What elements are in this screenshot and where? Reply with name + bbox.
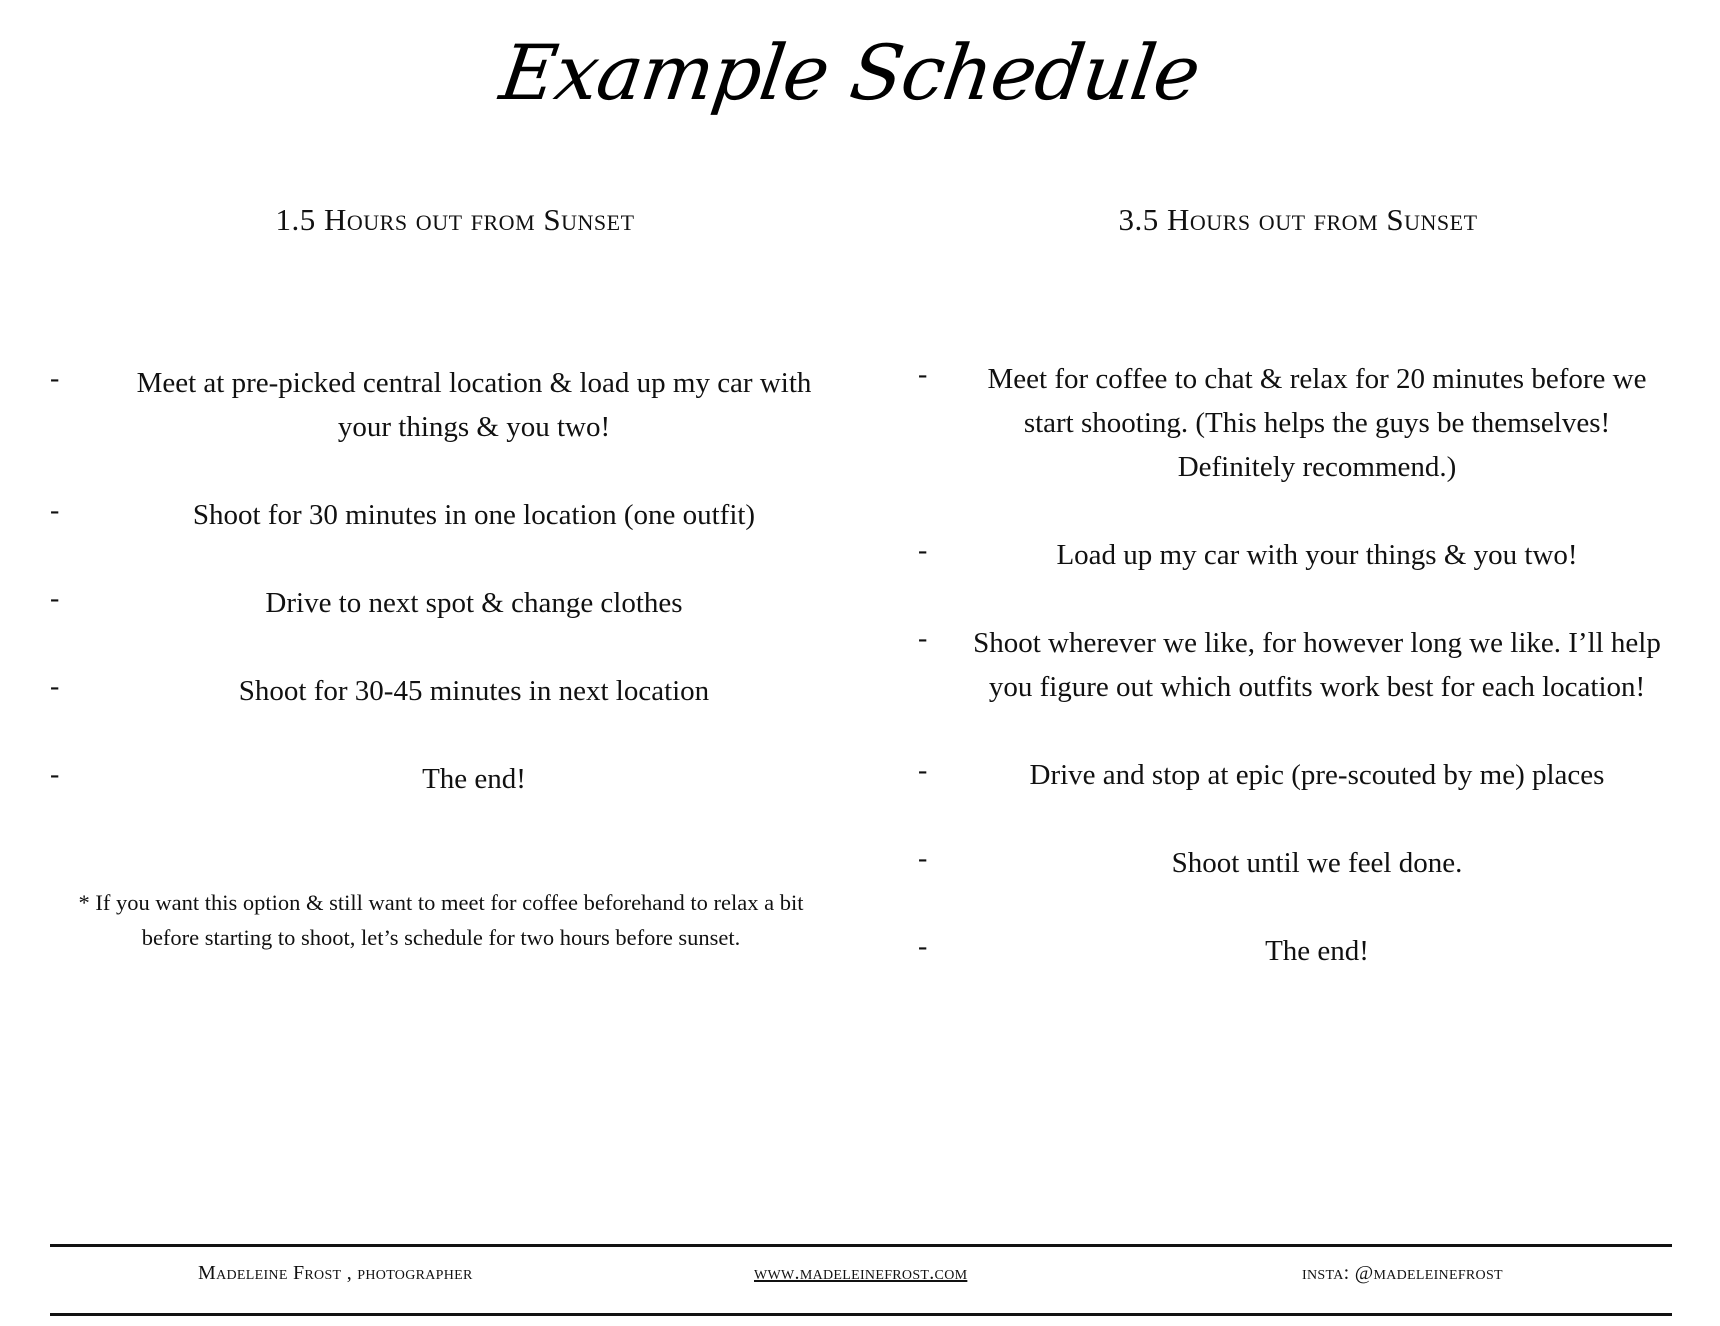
list-item-text: Shoot wherever we like, for however long we like. I’ll help you figure out which outfits work best for each location! xyxy=(973,627,1661,703)
list-item xyxy=(918,929,1678,973)
list-item xyxy=(50,493,860,537)
list-item-text: Shoot for 30 minutes in one location (one outfit) xyxy=(192,499,756,531)
list-item-text: Load up my car with your things & you two! xyxy=(1056,539,1578,571)
list-item-text: The end! xyxy=(422,763,526,795)
page-title: Example Schedule xyxy=(495,28,1205,117)
dash-bullet: - xyxy=(918,931,928,962)
dash-bullet: - xyxy=(50,363,60,394)
list-item-text: Drive and stop at epic (pre-scouted by me) places xyxy=(1029,759,1605,791)
dash-bullet: - xyxy=(918,755,928,786)
list-item xyxy=(918,533,1678,577)
footnote: * If you want this option & still want to meet for coffee beforehand to relax a bit before starting to shoot, let’s schedule for two hours before sunset. xyxy=(78,890,804,950)
dash-bullet: - xyxy=(918,843,928,874)
list-item xyxy=(50,581,860,625)
column-heading: 3.5 Hours out from Sunset xyxy=(1118,202,1478,237)
footer-photographer-name: Madeleine Frost , photographer xyxy=(198,1262,473,1284)
list-item-text: Meet for coffee to chat & relax for 20 minutes before we start shooting. (This helps the guys be themselves! Definitely recommend.) xyxy=(987,363,1647,483)
list-item xyxy=(918,841,1678,885)
list-item-text: Shoot for 30-45 minutes in next location xyxy=(238,675,710,707)
list-item xyxy=(918,621,1678,709)
list-item xyxy=(50,669,860,713)
dash-bullet: - xyxy=(50,759,60,790)
dash-bullet: - xyxy=(918,623,928,654)
column-heading: 1.5 Hours out from Sunset xyxy=(275,202,635,237)
footer-instagram-handle: insta: @madeleinefrost xyxy=(1302,1262,1503,1284)
dash-bullet: - xyxy=(918,535,928,566)
list-item xyxy=(918,357,1678,489)
list-item xyxy=(50,757,860,801)
list-item-text: Meet at pre-picked central location & load up my car with your things & you two! xyxy=(136,367,812,443)
dash-bullet: - xyxy=(50,583,60,614)
dash-bullet: - xyxy=(918,359,928,390)
footer-divider-top xyxy=(50,1244,1672,1247)
list-item-text: The end! xyxy=(1265,935,1369,967)
list-item-text: Shoot until we feel done. xyxy=(1171,847,1463,879)
dash-bullet: - xyxy=(50,671,60,702)
list-item xyxy=(50,361,860,449)
footer-divider-bottom xyxy=(50,1313,1672,1316)
footer-website-link[interactable]: www.madeleinefrost.com xyxy=(754,1262,968,1284)
list-item-text: Drive to next spot & change clothes xyxy=(265,587,683,619)
dash-bullet: - xyxy=(50,495,60,526)
list-item xyxy=(918,753,1678,797)
